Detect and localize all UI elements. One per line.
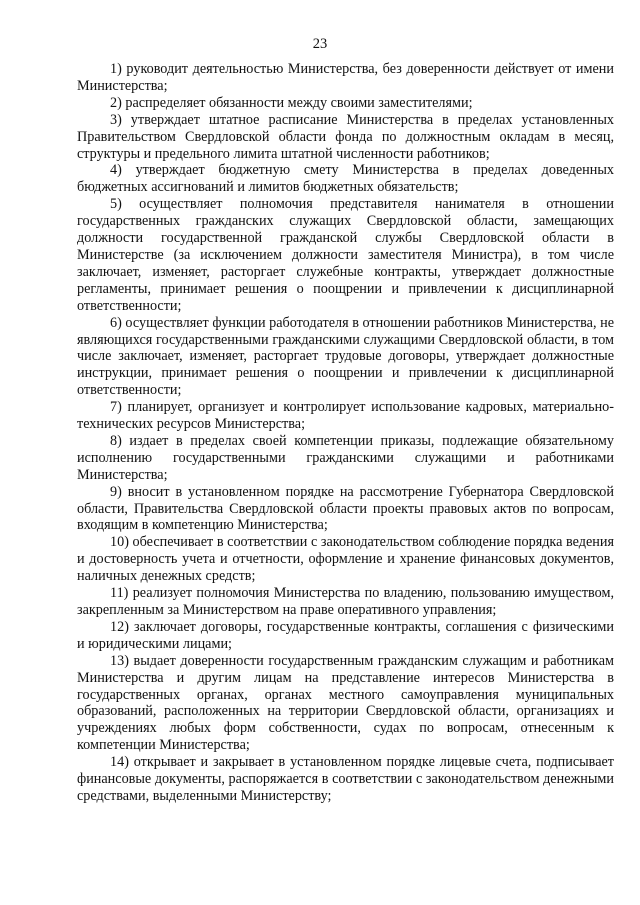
list-item: 11) реализует полномочия Министерства по владению, пользованию имуществом, закрепленным за Министерством на праве оперативного управления;: [77, 585, 614, 618]
list-item: 12) заключает договоры, государственные контракты, соглашения с физическими и юридическими лицами;: [77, 618, 614, 652]
list-item: 6) осуществляет функции работодателя в отношении работников Министерства, не являющихся государственными гражданскими служащими Свердловской области, в том числе заключает, изменяет, расторгает трудовые договоры, утверждает должностные инструкции, принимает решения о поощрении и привлечении к дисциплинарной ответственности;: [77, 314, 614, 399]
list-item: 1) руководит деятельностью Министерства, без доверенности действует от имени Министерства;: [77, 61, 614, 94]
list-item: 9) вносит в установленном порядке на рассмотрение Губернатора Свердловской области, Правительства Свердловской области проекты правовых актов по вопросам, входящим в компетенцию Министерства;: [77, 483, 614, 534]
list-item: 8) издает в пределах своей компетенции приказы, подлежащие обязательному исполнению государственными гражданскими служащими и работниками Министерства;: [77, 432, 614, 483]
document-body: [77, 61, 614, 805]
list-item: 5) осуществляет полномочия представителя нанимателя в отношении государственных гражданских служащих Свердловской области, замещающих должности государственной гражданской службы Свердловской области в Министерстве (за исключением должности заместителя Министра), в том числе заключает, изменяет, расторгает служебные контракты, утверждает должностные регламенты, принимает решения о поощрении и привлечении к дисциплинарной ответственности;: [77, 196, 614, 314]
page-number: 23: [312, 36, 328, 52]
list-item: 2) распределяет обязанности между своими заместителями;: [110, 94, 473, 111]
list-item: 14) открывает и закрывает в установленном порядке лицевые счета, подписывает финансовые документы, распоряжается в соответствии с законодательством денежными средствами, выделенными Министерству;: [77, 754, 614, 804]
list-item: 7) планирует, организует и контролирует использование кадровых, материально-технических ресурсов Министерства;: [77, 399, 614, 433]
list-item: 3) утверждает штатное расписание Министерства в пределах установленных Правительством Свердловской области фонда по должностным окладам в месяц, структуры и предельного лимита штатной численности работников;: [77, 111, 614, 162]
list-item: 4) утверждает бюджетную смету Министерства в пределах доведенных бюджетных ассигнований и лимитов бюджетных обязательств;: [77, 162, 614, 196]
list-item: 13) выдает доверенности государственным гражданским служащим и работникам Министерства и другим лицам на представление интересов Министерства в государственных органах, органах местного самоуправления муниципальных образований, расположенных на территории Свердловской области, организациях и учреждениях любых форм собственности, судах по вопросам, отнесенным к компетенции Министерства;: [77, 652, 614, 754]
list-item: 10) обеспечивает в соответствии с законодательством соблюдение порядка ведения и достоверность учета и отчетности, оформление и хранение финансовых документов, наличных денежных средств;: [77, 534, 614, 585]
